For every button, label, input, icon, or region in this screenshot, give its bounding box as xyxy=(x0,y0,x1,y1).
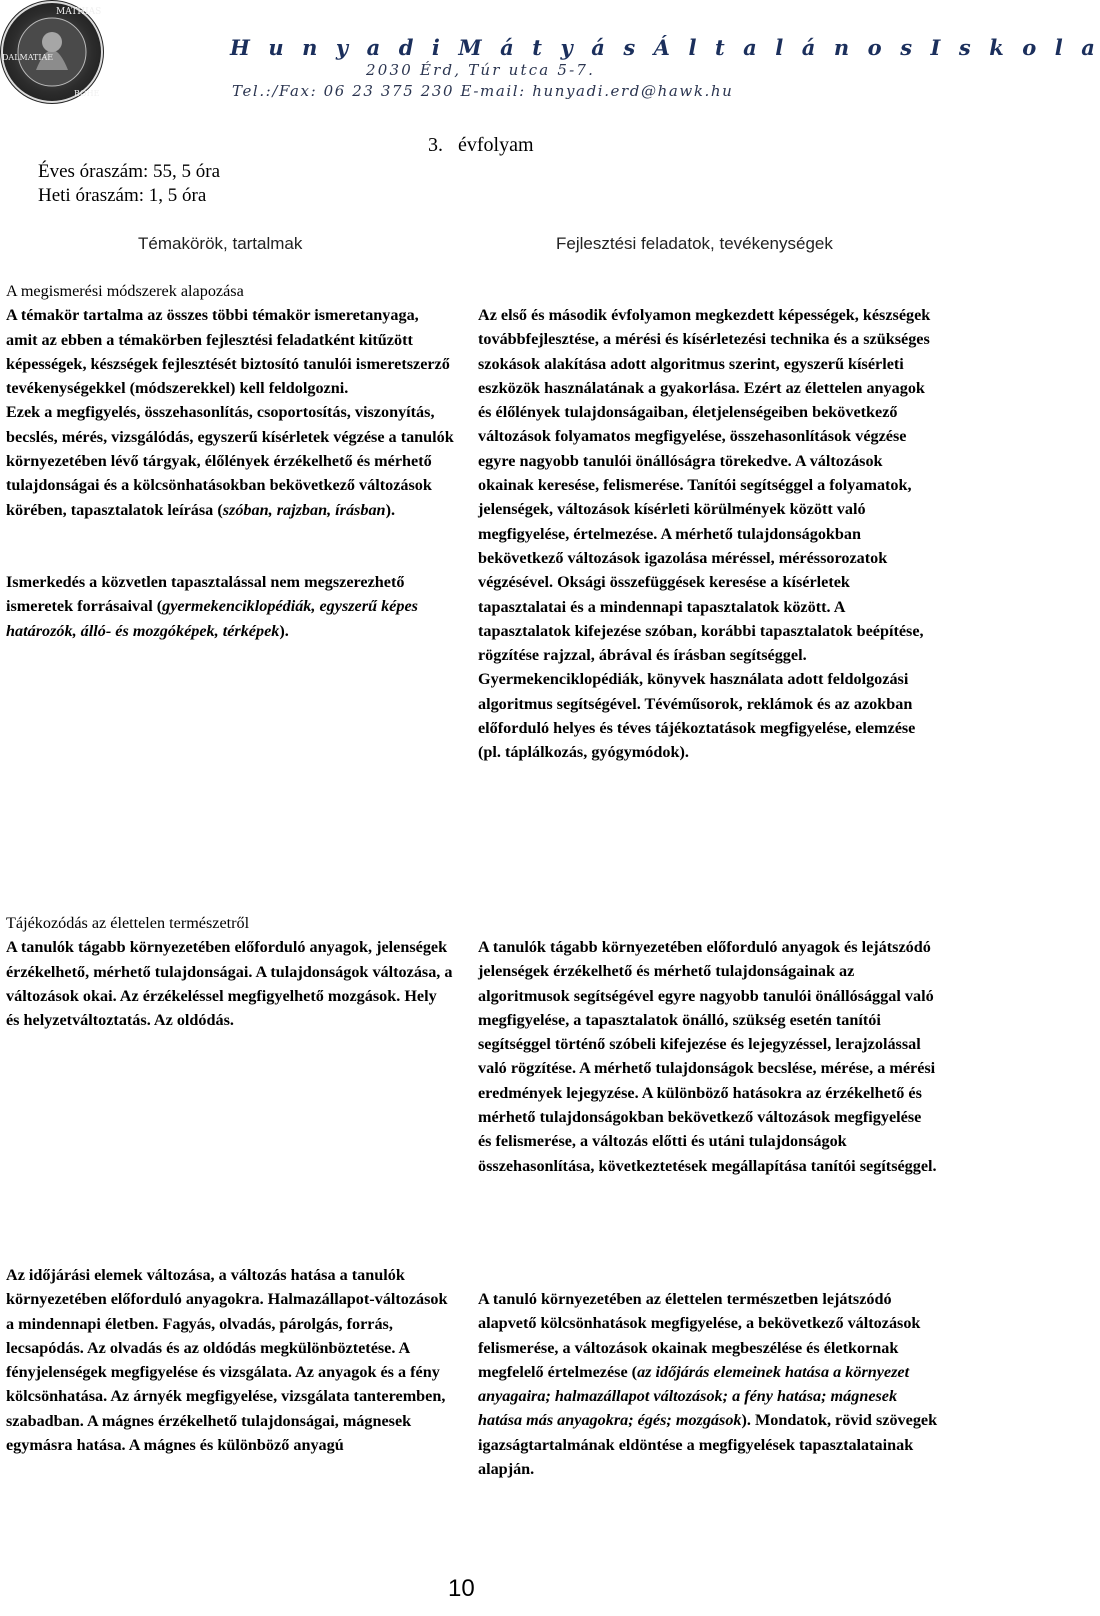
section3-right-end: ). Mondatok, rövid szövegek igazságtartalmának eldöntése a megfigyelések tapasztalatainak alapján. xyxy=(478,1411,938,1479)
section3-right-text: A tanuló környezetében az élettelen természetben lejátszódó alapvető kölcsönhatások megfigyelése, a bekövetkező változások felismerése, a változások okainak megbeszélése és életkornak megfelelő értelmezése ( xyxy=(478,1290,921,1381)
section1-left-body: A témakör tartalma az összes többi témakör ismeretanyaga, amit az ebben a témakörben fejlesztési feladatként kitűzött képességek, készségek fejlesztését biztosító tanulói ismeretszerző tevékenységekkel (módszerekkel) kell feldolgozni. xyxy=(6,306,450,398)
school-name: H u n y a d i M á t y á s Á l t a l á n o s I s k o l a xyxy=(230,35,1100,60)
section2-left-body: A tanulók tágabb környezetében előforduló anyagok, jelenségek érzékelhető, mérhető tulajdonságai. A tulajdonságok változása, a változások okai. Az érzékeléssel megfigyelhető mozgások. Hely és helyzetváltoztatás. Az oldódás. xyxy=(6,938,453,1030)
section1-left xyxy=(6,279,454,643)
page-number: 10 xyxy=(448,1575,475,1602)
column-heading-left: Témakörök, tartalmak xyxy=(138,234,303,253)
section3-right-italic: az időjárás elemeinek hatása a környezet anyagaira; halmazállapot változások; a fény hatása; mágnesek hatása más anyagokra; égés; mozgások xyxy=(478,1362,910,1430)
section1-left-body2-italic: szóban, rajzban, írásban xyxy=(222,500,386,519)
section2-left xyxy=(6,911,454,1032)
logo-text-top: MATHIAS xyxy=(56,7,102,17)
section1-left-body2-end: ). xyxy=(385,500,395,519)
weekly-hours: Heti óraszám: 1, 5 óra xyxy=(38,185,207,206)
school-logo xyxy=(0,0,104,104)
school-address: 2030 Érd, Túr utca 5-7. xyxy=(366,61,596,79)
section2-right: A tanulók tágabb környezetében előforduló anyagok és lejátszódó jelenségek érzékelhető és mérhető tulajdonságainak az algoritmusok segítségével egyre nagyobb tanulói önállósággal való megfigyelése, a tapasztalatok önálló, szükség esetén tanítói segítséggel történő szóbeli kifejezése és lejegyzéssel, lerajzolással való rögzítése. A mérhető tulajdonságok becslése, mérése, a mérési eredmények lejegyzése. A különböző hatásokra az érzékelhető és mérhető tulajdonságokban bekövetkező változások megfigyelése és felismerése, a változás előtti és utáni tulajdonságok összehasonlítása, következtetések megállapítása tanítói segítséggel. xyxy=(478,938,937,1175)
section3-left: Az időjárási elemek változása, a változás hatása a tanulók környezetében előforduló anyagokra. Halmazállapot-változások a mindennapi életben. Fagyás, olvadás, párolgás, forrás, lecsapódás. Az olvadás és az oldódás megkülönböztetése. A fényjelenségek megfigyelése és vizsgálata. Az anyagok és a fény kölcsönhatása. Az árnyék megfigyelése, vizsgálata tanteremben, szabadban. A mágnes érzékelhető tulajdonságai, mágnesek egymásra hatása. A mágnes és különböző anyagú xyxy=(6,1266,448,1455)
section3-right xyxy=(478,1287,938,1481)
annual-hours: Éves óraszám: 55, 5 óra xyxy=(38,161,221,182)
section1-right: Az első és második évfolyamon megkezdett képességek, készségek továbbfejlesztése, a mérési és kísérletezési technika és a szükséges szokások alakítása adott algoritmus szerint, egyszerű kísérleti eszközök használatának a gyakorlása. Ezért az élettelen anyagok és élőlények tulajdonságaiban, életjelenségeiben bekövetkező változások folyamatos megfigyelése, összehasonlítások végzése egyre nagyobb tanulói önállóságra törekedve. A változások okainak keresése, felismerése. Tanítói segítséggel a folyamatok, jelenségek, változások kísérleti körülmények között való megfigyelése, értelmezése. A mérhető tulajdonságokban bekövetkező változások igazolása méréssel, méréssorozatok végzésével. Oksági összefüggések keresése a kísérletek tapasztalatai és a mindennapi tapasztalatok között. A tapasztalatok kifejezése szóban, korábbi tapasztalatok beépítése, rögzítése rajzzal, ábrával és írásban segítséggel. Gyermekenciklopédiák, könyvek használata adott feldolgozási algoritmus segítségével. Tévéműsorok, reklámok és az azokban előforduló helyes és téves tájékoztatások megfigyelése, elemzése (pl. táplálkozás, gyógymódok). xyxy=(478,306,931,762)
section1-left-p2-end: ). xyxy=(279,621,289,640)
section1-left-title: A megismerési módszerek alapozása xyxy=(6,282,244,300)
column-heading-right: Fejlesztési feladatok, tevékenységek xyxy=(556,234,833,253)
logo-text-left: DALMATIAE xyxy=(2,53,54,62)
hours-block xyxy=(38,160,220,208)
section1-left-p2-text: Ismerkedés a közvetlen tapasztalással nem megszerezhető ismeretek forrásaival ( xyxy=(6,572,405,616)
section1-left-p2-italic: gyermekenciklopédiák, egyszerű képes határozók, álló- és mozgóképek, térképek xyxy=(6,597,418,640)
section1-left-body2-text: Ezek a megfigyelés, összehasonlítás, csoportosítás, viszonyítás, becslés, mérés, vizsgálódás, egyszerű kísérletek végzése a tanulók környezetében lévő tárgyak, élőlények érzékelhető és mérhető tulajdonságai és a kölcsönhatásokban bekövetkező változások körében, tapasztalatok leírása ( xyxy=(6,403,454,519)
logo-text-bottom: BOHE xyxy=(74,89,100,98)
section1-left-body2 xyxy=(6,400,454,521)
section2-left-title: Tájékozódás az élettelen természetről xyxy=(6,914,250,932)
section1-left-p2 xyxy=(6,570,454,643)
school-contact: Tel.:/Fax: 06 23 375 230 E-mail: hunyadi.erd@hawk.hu xyxy=(232,82,734,100)
grade-title: 3. évfolyam xyxy=(428,134,534,156)
